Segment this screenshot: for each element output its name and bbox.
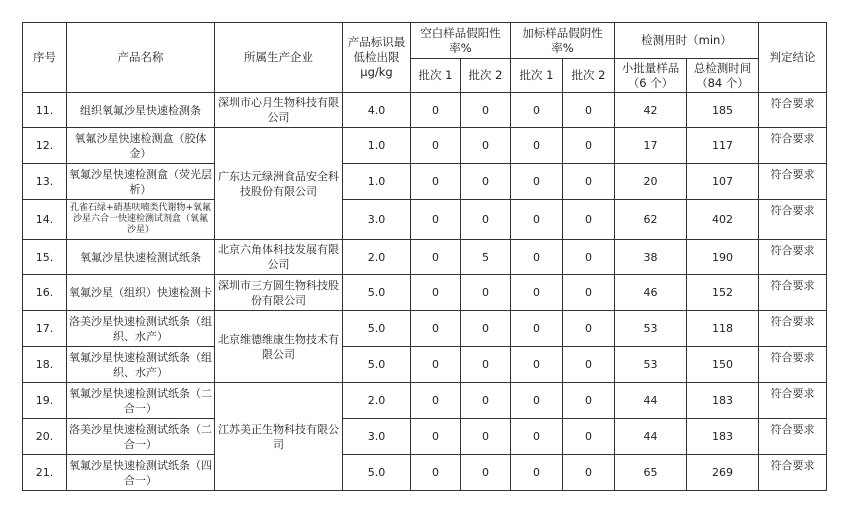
cell-conclusion: 符合要求: [759, 455, 827, 491]
cell-limit: 2.0: [343, 383, 411, 419]
cell-small: 53: [615, 311, 687, 347]
header-total-time: 总检测时间（84 个）: [687, 59, 759, 93]
cell-spiked-b1: 0: [511, 419, 563, 455]
cell-conclusion: 符合要求: [759, 200, 827, 240]
cell-company: 广东达元绿洲食品安全科技股份有限公司: [215, 128, 343, 240]
cell-conclusion: 符合要求: [759, 383, 827, 419]
cell-small: 46: [615, 275, 687, 311]
cell-product: 氧氟沙星快速检测试纸条（二合一）: [67, 383, 215, 419]
cell-total: 183: [687, 383, 759, 419]
cell-product: 氧氟沙星（组织）快速检测卡: [67, 275, 215, 311]
cell-spiked-b2: 0: [563, 275, 615, 311]
cell-blank-b2: 0: [461, 93, 511, 128]
cell-total: 152: [687, 275, 759, 311]
header-time: 检测用时（min）: [615, 23, 759, 59]
table-row: [23, 419, 827, 455]
cell-conclusion: 符合要求: [759, 419, 827, 455]
cell-company: 深圳市三方圆生物科技股份有限公司: [215, 275, 343, 311]
cell-company: 深圳市心月生物科技有限公司: [215, 93, 343, 128]
cell-conclusion: 符合要求: [759, 347, 827, 383]
cell-product: 氧氟沙星快速检测试纸条（四合一）: [67, 455, 215, 491]
cell-conclusion: 符合要求: [759, 164, 827, 200]
cell-blank-b2: 0: [461, 200, 511, 240]
cell-seq: 19.: [23, 383, 67, 419]
cell-company: 江苏美正生物科技有限公司: [215, 383, 343, 491]
cell-spiked-b2: 0: [563, 455, 615, 491]
cell-total: 183: [687, 419, 759, 455]
cell-seq: 15.: [23, 240, 67, 275]
table-row: [23, 347, 827, 383]
cell-blank-b2: 0: [461, 311, 511, 347]
cell-limit: 5.0: [343, 455, 411, 491]
header-spiked-batch2: 批次 2: [563, 59, 615, 93]
cell-product: 氧氟沙星快速检测试纸条: [67, 240, 215, 275]
cell-spiked-b1: 0: [511, 128, 563, 164]
cell-spiked-b2: 0: [563, 93, 615, 128]
cell-product: 氧氟沙星快速检测盒（胶体金）: [67, 128, 215, 164]
cell-small: 53: [615, 347, 687, 383]
cell-spiked-b1: 0: [511, 275, 563, 311]
cell-limit: 3.0: [343, 419, 411, 455]
cell-blank-b1: 0: [411, 240, 461, 275]
cell-spiked-b2: 0: [563, 383, 615, 419]
table-row: [23, 383, 827, 419]
table-row: [23, 311, 827, 347]
cell-blank-b2: 0: [461, 419, 511, 455]
cell-product: 氧氟沙星快速检测试纸条（组织、水产）: [67, 347, 215, 383]
cell-conclusion: 符合要求: [759, 311, 827, 347]
cell-blank-b2: 0: [461, 275, 511, 311]
cell-limit: 5.0: [343, 311, 411, 347]
header-blank-batch1: 批次 1: [411, 59, 461, 93]
cell-spiked-b1: 0: [511, 240, 563, 275]
cell-total: 190: [687, 240, 759, 275]
table-row: [23, 128, 827, 164]
cell-spiked-b2: 0: [563, 164, 615, 200]
cell-spiked-b1: 0: [511, 93, 563, 128]
cell-spiked-b2: 0: [563, 347, 615, 383]
cell-total: 402: [687, 200, 759, 240]
cell-product: 洛美沙星快速检测试纸条（组织、水产）: [67, 311, 215, 347]
cell-conclusion: 符合要求: [759, 275, 827, 311]
cell-blank-b2: 0: [461, 128, 511, 164]
header-product: 产品名称: [67, 23, 215, 93]
cell-product: 氧氟沙星快速检测盒（荧光层析）: [67, 164, 215, 200]
cell-blank-b1: 0: [411, 93, 461, 128]
cell-blank-b2: 0: [461, 347, 511, 383]
header-spiked: 加标样品假阴性率%: [511, 23, 615, 59]
header-small-batch: 小批量样品（6 个）: [615, 59, 687, 93]
table-row: [23, 93, 827, 128]
cell-limit: 4.0: [343, 93, 411, 128]
cell-blank-b1: 0: [411, 164, 461, 200]
cell-seq: 16.: [23, 275, 67, 311]
cell-limit: 2.0: [343, 240, 411, 275]
header-spiked-batch1: 批次 1: [511, 59, 563, 93]
cell-product: 孔雀石绿+硝基呋喃类代谢物+氧氟沙星六合一快速检测试剂盒（氧氟沙星）: [67, 200, 215, 240]
cell-blank-b2: 0: [461, 455, 511, 491]
cell-blank-b2: 5: [461, 240, 511, 275]
cell-limit: 3.0: [343, 200, 411, 240]
cell-spiked-b1: 0: [511, 383, 563, 419]
cell-spiked-b2: 0: [563, 128, 615, 164]
cell-seq: 17.: [23, 311, 67, 347]
cell-small: 42: [615, 93, 687, 128]
cell-seq: 18.: [23, 347, 67, 383]
cell-small: 44: [615, 419, 687, 455]
cell-total: 185: [687, 93, 759, 128]
cell-blank-b1: 0: [411, 347, 461, 383]
cell-spiked-b2: 0: [563, 200, 615, 240]
table-row: [23, 200, 827, 240]
cell-blank-b2: 0: [461, 164, 511, 200]
cell-blank-b1: 0: [411, 275, 461, 311]
cell-blank-b1: 0: [411, 311, 461, 347]
cell-company: 北京维德维康生物技术有限公司: [215, 311, 343, 383]
cell-total: 150: [687, 347, 759, 383]
cell-limit: 5.0: [343, 347, 411, 383]
cell-spiked-b2: 0: [563, 419, 615, 455]
cell-blank-b2: 0: [461, 383, 511, 419]
cell-spiked-b1: 0: [511, 311, 563, 347]
table-row: [23, 275, 827, 311]
cell-spiked-b1: 0: [511, 347, 563, 383]
table-row: [23, 240, 827, 275]
header-limit: 产品标识最低检出限μg/kg: [343, 23, 411, 93]
cell-total: 118: [687, 311, 759, 347]
cell-conclusion: 符合要求: [759, 93, 827, 128]
cell-small: 17: [615, 128, 687, 164]
header-conclusion: 判定结论: [759, 23, 827, 93]
cell-limit: 1.0: [343, 128, 411, 164]
cell-limit: 1.0: [343, 164, 411, 200]
table-row: [23, 455, 827, 491]
results-table: [22, 22, 827, 491]
cell-seq: 21.: [23, 455, 67, 491]
cell-small: 20: [615, 164, 687, 200]
table-row: [23, 164, 827, 200]
cell-blank-b1: 0: [411, 419, 461, 455]
cell-conclusion: 符合要求: [759, 240, 827, 275]
cell-blank-b1: 0: [411, 200, 461, 240]
cell-blank-b1: 0: [411, 128, 461, 164]
cell-seq: 12.: [23, 128, 67, 164]
cell-small: 38: [615, 240, 687, 275]
cell-seq: 11.: [23, 93, 67, 128]
cell-seq: 14.: [23, 200, 67, 240]
cell-spiked-b1: 0: [511, 200, 563, 240]
cell-conclusion: 符合要求: [759, 128, 827, 164]
cell-spiked-b2: 0: [563, 311, 615, 347]
cell-spiked-b1: 0: [511, 164, 563, 200]
header-seq: 序号: [23, 23, 67, 93]
cell-company: 北京六角体科技发展有限公司: [215, 240, 343, 275]
cell-small: 62: [615, 200, 687, 240]
cell-total: 269: [687, 455, 759, 491]
cell-blank-b1: 0: [411, 383, 461, 419]
cell-product: 洛美沙星快速检测试纸条（二合一）: [67, 419, 215, 455]
cell-small: 44: [615, 383, 687, 419]
cell-spiked-b2: 0: [563, 240, 615, 275]
cell-product: 组织氧氟沙星快速检测条: [67, 93, 215, 128]
cell-spiked-b1: 0: [511, 455, 563, 491]
cell-blank-b1: 0: [411, 455, 461, 491]
header-blank: 空白样品假阳性率%: [411, 23, 511, 59]
cell-limit: 5.0: [343, 275, 411, 311]
cell-seq: 20.: [23, 419, 67, 455]
cell-seq: 13.: [23, 164, 67, 200]
cell-total: 107: [687, 164, 759, 200]
cell-total: 117: [687, 128, 759, 164]
header-blank-batch2: 批次 2: [461, 59, 511, 93]
cell-small: 65: [615, 455, 687, 491]
header-company: 所属生产企业: [215, 23, 343, 93]
